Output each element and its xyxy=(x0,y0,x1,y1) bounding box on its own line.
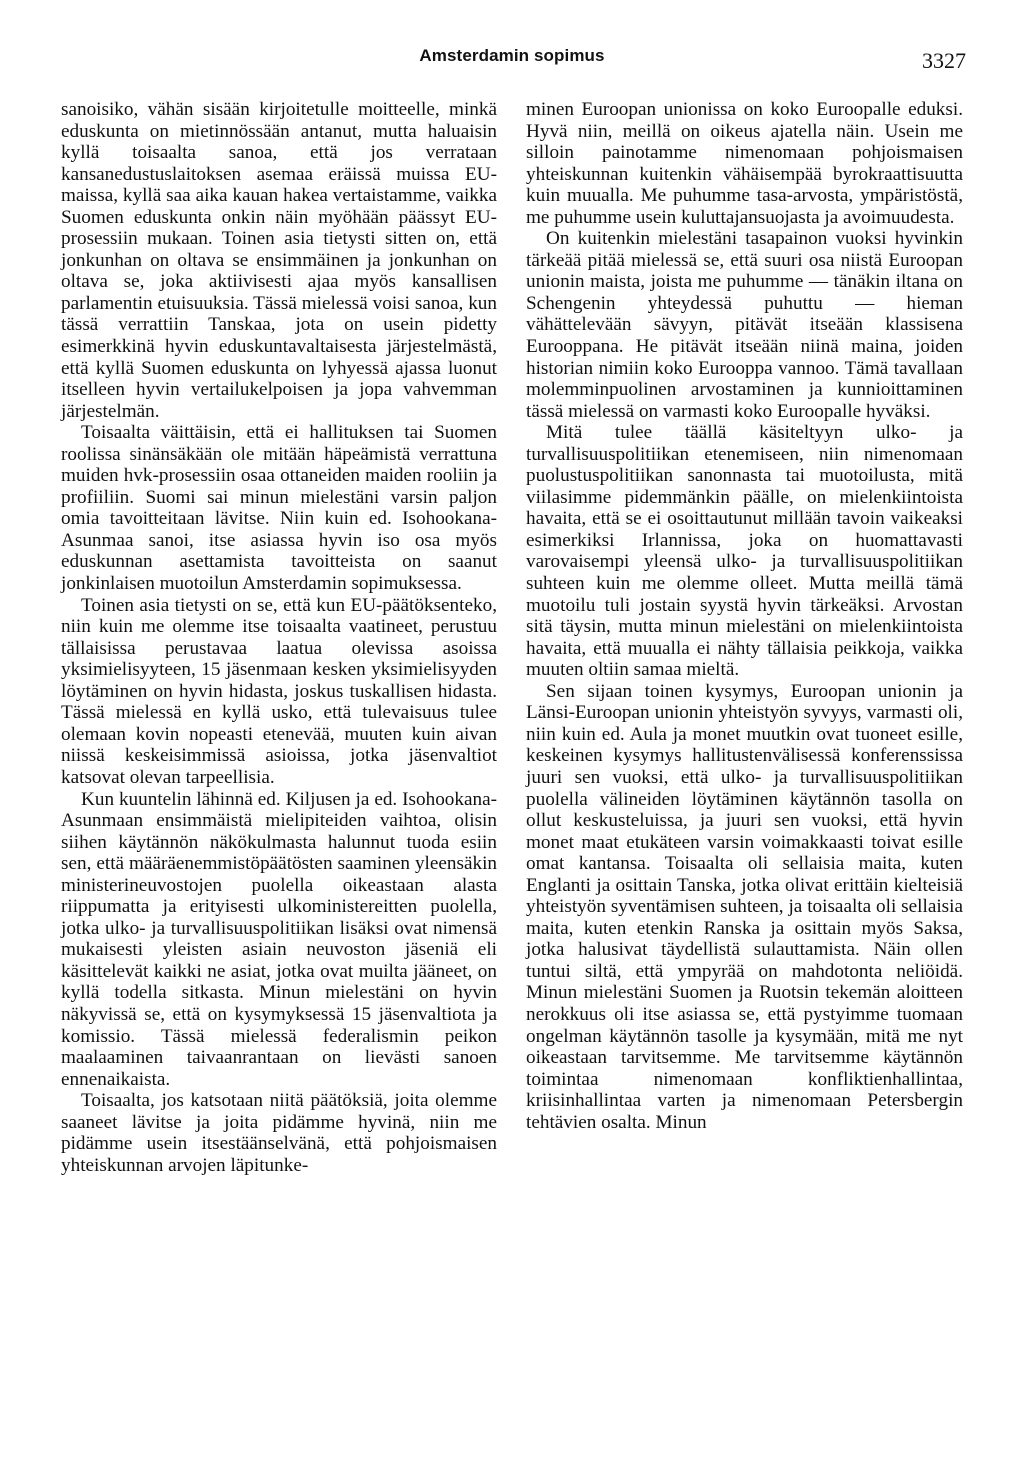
paragraph: minen Euroopan unionissa on koko Euroopalle eduksi. Hyvä niin, meillä on oikeus ajatella näin. Usein me silloin painotamme nimenomaan pohjoismaisen yhteiskunnan kuitenkin vähäisempää byrokraattisuutta kuin muualla. Me puhumme tasa-arvosta, ympäristöstä, me puhumme usein kuluttajansuojasta ja avoimuudesta. xyxy=(526,99,963,228)
paragraph: Sen sijaan toinen kysymys, Euroopan unionin ja Länsi-Euroopan unionin yhteistyön syvyys, varmasti oli, niin kuin ed. Aula ja monet muutkin ovat tuoneet esille, keskeinen kysymys hallitustenvälisessä konferenssissa juuri sen vuoksi, että ulko- ja turvallisuuspolitiikan puolella välineiden löytäminen käytännön tasolla on ollut keskusteluissa, ja juuri sen vuoksi, että hyvin monet maat etukäteen varsin voimakkaasti toivat esille omat kantansa. Toisaalta oli sellaisia maita, kuten Englanti ja osittain Tanska, jotka olivat erittäin kielteisiä yhteistyön syventämisen suhteen, ja toisaalta oli sellaisia maita, kuten etenkin Ranska ja osittain myös Saksa, jotka halusivat täydellistä sulauttamista. Näin ollen tuntui siltä, että ympyrää on mahdotonta neliöidä. Minun mielestäni Suomen ja Ruotsin tekemän aloitteen nerokkuus oli itse asiassa se, että pystyimme tuomaan ongelman käytännön tasolle ja kysymään, mitä me nyt oikeastaan tarvitsemme. Me tarvitsemme käytännön toimintaa nimenomaan konfliktienhallintaa, kriisinhallintaa varten ja nimenomaan Petersbergin tehtävien osalta. Minun xyxy=(526,680,963,1133)
left-column xyxy=(61,99,497,1176)
paragraph: Toisaalta, jos katsotaan niitä päätöksiä, joita olemme saaneet lävitse ja joita pidämme hyvinä, niin me pidämme usein itsestäänselvänä, että pohjoismaisen yhteiskunnan arvojen läpitunke- xyxy=(61,1090,497,1176)
paragraph: Toisaalta väittäisin, että ei hallituksen tai Suomen roolissa sinänsäkään ole mitään häpeämistä verrattuna muiden hvk-prosessiin osaa ottaneiden maiden rooliin ja profiiliin. Suomi sai minun mielestäni varsin paljon omia tavoitteitaan lävitse. Niin kuin ed. Isohookana-Asunmaa sanoi, itse asiassa hyvin iso osa myös eduskunnan asettamista tavoitteista on saanut jonkinlaisen muotoilun Amsterdamin sopimuksessa. xyxy=(61,422,497,595)
paragraph: Kun kuuntelin lähinnä ed. Kiljusen ja ed. Isohookana-Asunmaan ensimmäistä mielipiteiden vaihtoa, olisin siihen käytännön näkökulmasta halunnut tuoda esiin sen, että määräenemmistöpäätösten saaminen yleensäkin ministerineuvostojen puolella oikeastaan alasta riippumatta ja erityisesti ulkoministereitten puolella, jotka ulko- ja turvallisuuspolitiikan lisäksi ovat nimensä mukaisesti yleisten asiain neuvoston jäseniä eli käsittelevät kaikki ne asiat, jotka ovat muilta jääneet, on kyllä todella sitkasta. Minun mielestäni on hyvin näkyvissä se, että on kysymyksessä 15 jäsenvaltiota ja komissio. Tässä mielessä federalismin peikon maalaaminen taivaanrantaan on lievästi sanoen ennenaikaista. xyxy=(61,788,497,1090)
right-column xyxy=(526,99,963,1133)
paragraph: sanoisiko, vähän sisään kirjoitetulle moitteelle, minkä eduskunta on mietinnössään antanut, mutta haluaisin kyllä toisaalta sanoa, että jos verrataan kansanedustuslaitoksen asemaa eräissä muissa EU-maissa, kyllä saa aika kauan hakea vertaistamme, vaikka Suomen eduskunta onkin näin myöhään päässyt EU-prosessiin mukaan. Toinen asia tietysti sitten on, että jonkunhan on oltava se ensimmäinen ja jonkunhan on oltava se, joka aktiivisesti ajaa myös kansallisen parlamentin etuisuuksia. Tässä mielessä voisi sanoa, kun tässä verrattiin Tanskaa, jota on usein pidetty esimerkkinä hyvin eduskuntavaltaisesta järjestelmästä, että kyllä Suomen eduskunta on lyhyessä ajassa luonut itselleen hyvin vertailukelpoisen ja jopa vahvemman järjestelmän. xyxy=(61,99,497,422)
paragraph: Mitä tulee täällä käsiteltyyn ulko- ja turvallisuuspolitiikan etenemiseen, niin nimenomaan puolustuspolitiikan sanonnasta tai muotoilusta, mitä viilasimme pidemmänkin päälle, on mielenkiintoista havaita, että se ei osoittautunut millään tavoin vaikeaksi esimerkiksi Irlannissa, joka on huomattavasti varovaisempi yleensä ulko- ja turvallisuuspolitiikan suhteen kuin me olemme olleet. Mutta meillä tämä muotoilu tuli jostain syystä hyvin tärkeäksi. Arvostan sitä täysin, mutta minun mielestäni on mielenkiintoista havaita, että muualla ei nähty tällaisia peikkoja, vaikka muuten oltiin samaa mieltä. xyxy=(526,422,963,681)
page-header xyxy=(0,46,1024,74)
running-title: Amsterdamin sopimus xyxy=(419,46,605,65)
paragraph: Toinen asia tietysti on se, että kun EU-päätöksenteko, niin kuin me olemme itse toisaalta vaatineet, perustuu tällaisissa perustavaa laatua olevissa asoissa yksimielisyyteen, 15 jäsenmaan kesken yksimielisyyden löytäminen on hyvin hidasta, joskus tuskallisen hidasta. Tässä mielessä en kyllä usko, että tulevaisuus tulee olemaan kovin nopeasti etenevää, muuten kuin aivan niissä keskeisimmissä asioissa, jotka jäsenvaltiot katsovat olevan tarpeellisia. xyxy=(61,594,497,788)
page-number: 3327 xyxy=(922,48,966,73)
paragraph: On kuitenkin mielestäni tasapainon vuoksi hyvinkin tärkeää pitää mielessä se, että suuri osa niistä Euroopan unionin maista, joista me puhumme — tänäkin iltana on Schengenin yhteydessä puhuttu — hieman vähättelevään sävyyn, pitävät itseään klassisena Eurooppana. He pitävät itseään niinä maina, joiden historian nimiin koko Eurooppa vannoo. Tämä tavallaan molemminpuolinen arvostaminen ja kunnioittaminen tässä mielessä on varmasti koko Euroopalle hyväksi. xyxy=(526,228,963,422)
